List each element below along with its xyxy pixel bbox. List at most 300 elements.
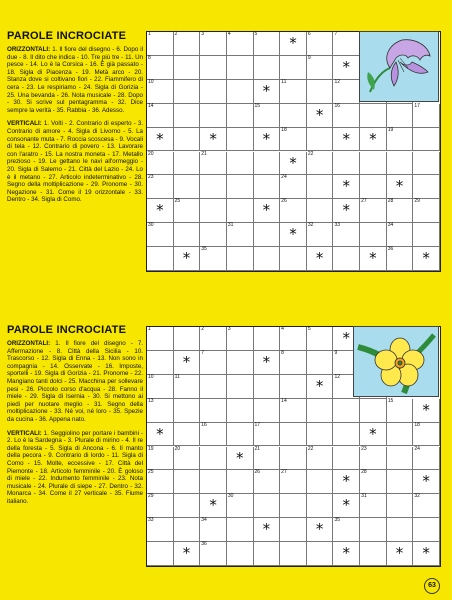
grid-cell[interactable] <box>227 152 254 176</box>
grid-cell[interactable] <box>413 447 440 471</box>
cell-number: 31 <box>361 493 367 500</box>
cell-number: 35 <box>201 246 207 253</box>
grid-cell[interactable] <box>387 447 414 471</box>
grid-cell[interactable] <box>333 423 360 447</box>
crossword-puzzle-2 <box>0 300 452 600</box>
grid-cell[interactable] <box>174 542 201 566</box>
grid-cell[interactable] <box>387 399 414 423</box>
blocked-cell-star: * <box>156 201 164 220</box>
grid-cell[interactable] <box>254 80 281 104</box>
grid-cell[interactable] <box>387 199 414 223</box>
grid-cell[interactable] <box>307 518 334 542</box>
grid-cell[interactable] <box>227 423 254 447</box>
grid-cell[interactable] <box>254 494 281 518</box>
clues-horizontal-1: ORIZZONTALI: 1. Il fiore del disegno - 6. Dopo il due - 8. Il dito che indica - 10. Tre più tre - 11. Un pesce - 14. Lo è la Corsica - 16. È già passato - 18. Sigla di Piacenza - 19. Metà arco - 20. Stanza dove si coltivano fiori - 22. Fiammifero di cera - 23. Le respiriamo - 24. Sigla di Gorizia - 25. Una bevanda - 26. Nota musicale - 28. Dopo - 30. Si scrive sul pentagramma - 32. Dice sempre la verità - 35. Rabbia - 36. Adesso. <box>7 46 143 114</box>
cell-number: 22 <box>307 150 314 157</box>
grid-cell[interactable] <box>254 199 281 223</box>
grid-cell[interactable] <box>227 494 254 518</box>
grid-cell[interactable] <box>254 447 281 471</box>
grid-cell[interactable] <box>227 104 254 128</box>
grid-cell[interactable] <box>174 199 201 223</box>
grid-cell[interactable] <box>333 223 360 247</box>
grid-cell[interactable] <box>254 247 281 271</box>
grid-cell[interactable] <box>387 223 414 247</box>
grid-cell[interactable] <box>147 494 174 518</box>
grid-cell[interactable] <box>307 399 334 423</box>
grid-cell[interactable] <box>333 494 360 518</box>
grid-cell[interactable] <box>227 399 254 423</box>
grid-cell[interactable] <box>307 542 334 566</box>
cell-number: 2 <box>174 31 178 37</box>
grid-cell[interactable] <box>254 542 281 566</box>
cell-number: 11 <box>281 78 287 85</box>
grid-cell[interactable] <box>360 152 387 176</box>
grid-cell[interactable] <box>387 152 414 176</box>
cell-number: 26 <box>281 198 287 205</box>
cell-number: 6 <box>307 31 311 37</box>
grid-cell[interactable] <box>280 327 307 351</box>
cell-number: 27 <box>361 198 367 205</box>
cell-number: 36 <box>201 541 207 548</box>
grid-cell[interactable] <box>200 104 227 128</box>
clues-horizontal-2: ORIZZONTALI: 1. Il fiore del disegno - 7. Affermazione - 8. Città della Sicilia - 10. Trascorso - 12. Sigla di Enna - 13. Non sono in compagnia - 14. Osservate - 16. Imposte, sportelli - 19. Sigla di Gorizia - 21. Pronome - 22. Mangiano tanti dolci - 25. Macchina per sollevare pesi - 26. Piccolo corso d'acqua - 28. Fanno il miele - 29. Sigla di Isernia - 30. Si mettono ai piedi per nuotare meglio - 31. Segno della moltiplicazione - 33. Né voi, né loro - 35. Spezie da cucina - 36. Appena nato. <box>7 340 143 423</box>
blocked-cell-star: * <box>342 329 351 347</box>
grid-cell[interactable] <box>280 518 307 542</box>
grid-cell[interactable] <box>333 104 360 128</box>
cell-number: 35 <box>334 517 341 524</box>
cell-number: 5 <box>254 31 258 37</box>
cell-number: 18 <box>414 421 420 428</box>
grid-cell[interactable] <box>174 128 201 152</box>
grid-cell[interactable] <box>333 80 360 104</box>
page-number: 63 <box>424 578 440 594</box>
grid-cell[interactable] <box>147 80 174 104</box>
blocked-cell-star: * <box>289 153 297 172</box>
blocked-cell-star: * <box>315 376 324 395</box>
cell-number: 27 <box>281 469 287 476</box>
blocked-cell-star: * <box>262 129 271 148</box>
grid-cell[interactable] <box>200 80 227 104</box>
grid-cell[interactable] <box>307 175 334 199</box>
clues-panel-2 <box>7 324 143 511</box>
grid-cell[interactable] <box>280 542 307 566</box>
grid-cell[interactable] <box>387 494 414 518</box>
grid-cell[interactable] <box>413 470 440 494</box>
blocked-cell-star: * <box>209 496 217 515</box>
grid-cell[interactable] <box>280 399 307 423</box>
cell-number: 13 <box>148 397 154 404</box>
grid-cell[interactable] <box>227 199 254 223</box>
grid-cell[interactable] <box>280 32 307 56</box>
grid-cell[interactable] <box>333 128 360 152</box>
grid-cell[interactable] <box>227 375 254 399</box>
cell-number: 15 <box>387 397 394 404</box>
bellflower-icon <box>359 31 439 102</box>
cell-number: 24 <box>414 445 420 452</box>
cell-number: 7 <box>334 31 338 37</box>
cell-number: 29 <box>148 493 154 500</box>
cell-number: 16 <box>201 421 207 428</box>
grid-cell[interactable] <box>360 199 387 223</box>
cell-number: 21 <box>201 150 207 157</box>
blocked-cell-star: * <box>209 129 217 148</box>
cell-number: 9 <box>307 54 311 61</box>
grid-cell[interactable] <box>280 375 307 399</box>
grid-cell[interactable] <box>307 494 334 518</box>
grid-cell[interactable] <box>174 447 201 471</box>
grid-cell[interactable] <box>174 80 201 104</box>
grid-cell[interactable] <box>307 32 334 56</box>
blocked-cell-star: * <box>369 249 377 268</box>
grid-cell[interactable] <box>360 104 387 128</box>
grid-cell[interactable] <box>280 80 307 104</box>
grid-cell[interactable] <box>333 32 360 56</box>
grid-cell[interactable] <box>333 542 360 566</box>
cell-number: 10 <box>148 373 154 380</box>
grid-cell[interactable] <box>387 104 414 128</box>
grid-cell[interactable] <box>200 128 227 152</box>
grid-cell[interactable] <box>307 152 334 176</box>
cell-number: 28 <box>387 198 394 205</box>
cell-number: 1 <box>148 326 151 332</box>
blocked-cell-star: * <box>369 424 377 443</box>
grid-cell[interactable] <box>174 375 201 399</box>
blocked-cell-star: * <box>156 129 164 148</box>
cell-number: 17 <box>254 421 261 428</box>
grid-cell[interactable] <box>254 128 281 152</box>
blocked-cell-star: * <box>156 424 164 443</box>
grid-cell[interactable] <box>307 470 334 494</box>
cell-number: 9 <box>334 349 338 356</box>
grid-cell[interactable] <box>307 423 334 447</box>
cell-number: 20 <box>148 150 154 157</box>
grid-cell[interactable] <box>147 128 174 152</box>
grid-cell[interactable] <box>147 542 174 566</box>
grid-cell[interactable] <box>413 518 440 542</box>
grid-cell[interactable] <box>360 175 387 199</box>
primrose-icon <box>353 326 439 397</box>
grid-cell[interactable] <box>413 175 440 199</box>
grid-cell[interactable] <box>254 327 281 351</box>
grid-cell[interactable] <box>360 247 387 271</box>
grid-cell[interactable] <box>227 80 254 104</box>
grid-cell[interactable] <box>360 447 387 471</box>
cell-number: 23 <box>148 174 154 181</box>
grid-cell[interactable] <box>280 223 307 247</box>
grid-cell[interactable] <box>174 423 201 447</box>
grid-cell[interactable] <box>360 518 387 542</box>
grid-cell[interactable] <box>254 32 281 56</box>
grid-cell[interactable] <box>333 518 360 542</box>
grid-cell[interactable] <box>147 423 174 447</box>
grid-cell[interactable] <box>307 351 334 375</box>
blocked-cell-star: * <box>289 34 297 52</box>
blocked-cell-star: * <box>342 201 351 220</box>
grid-cell[interactable] <box>174 104 201 128</box>
grid-cell[interactable] <box>254 56 281 80</box>
grid-cell[interactable] <box>280 423 307 447</box>
clues-vertical-1: VERTICALI: 1. Volti - 2. Contrario di esperto - 3. Contrario di amore - 4. Sigla di Livorno - 5. La consonante muta - 7. Roccia scoscesa - 9. Vocali di tela - 12. Contrario di povero - 13. Lavorare con l'aratro - 15. La nostra moneta - 17. Metallo prezioso - 19. Le gettano le navi all'ormeggio - 20. Sigla di Salerno - 21. Città del Lazio - 24. Lo è il metano - 27. Articolo indeterminativo - 28. Segno della moltiplicazione - 29. Pronome - 30. Negazione - 31. Come il 19 orizzontale - 33. Dentro - 34. Sigla di Como. <box>7 120 143 204</box>
grid-cell[interactable] <box>307 128 334 152</box>
grid-cell[interactable] <box>254 175 281 199</box>
grid-cell[interactable] <box>333 152 360 176</box>
grid-cell[interactable] <box>387 542 414 566</box>
grid-cell[interactable] <box>333 399 360 423</box>
grid-cell[interactable] <box>174 32 201 56</box>
grid-cell[interactable] <box>227 56 254 80</box>
cell-number: 33 <box>334 222 341 229</box>
grid-cell[interactable] <box>307 80 334 104</box>
grid-cell[interactable] <box>387 128 414 152</box>
grid-cell[interactable] <box>360 399 387 423</box>
grid-cell[interactable] <box>333 175 360 199</box>
grid-cell[interactable] <box>200 351 227 375</box>
puzzle-title-1: PAROLE INCROCIATE <box>7 30 127 42</box>
grid-cell[interactable] <box>200 32 227 56</box>
grid-cell[interactable] <box>174 223 201 247</box>
blocked-cell-star: * <box>342 177 351 196</box>
grid-cell[interactable] <box>280 494 307 518</box>
cell-number: 4 <box>227 31 231 37</box>
grid-cell[interactable] <box>387 175 414 199</box>
cell-number: 18 <box>281 126 287 133</box>
cell-number: 22 <box>307 445 314 452</box>
grid-cell[interactable] <box>387 247 414 271</box>
grid-cell[interactable] <box>254 518 281 542</box>
grid-cell[interactable] <box>227 470 254 494</box>
blocked-cell-star: * <box>422 400 430 419</box>
grid-cell[interactable] <box>413 399 440 423</box>
cell-number: 12 <box>334 373 341 380</box>
grid-cell[interactable] <box>174 175 201 199</box>
blocked-cell-star: * <box>289 225 297 244</box>
grid-cell[interactable] <box>200 399 227 423</box>
grid-cell[interactable] <box>254 152 281 176</box>
cell-number: 19 <box>387 126 394 133</box>
grid-cell[interactable] <box>227 518 254 542</box>
blocked-cell-star: * <box>182 352 191 371</box>
cell-number: 12 <box>334 78 341 85</box>
grid-cell[interactable] <box>333 199 360 223</box>
grid-cell[interactable] <box>413 494 440 518</box>
grid-cell[interactable] <box>280 247 307 271</box>
grid-cell[interactable] <box>333 56 360 80</box>
blocked-cell-star: * <box>262 81 271 100</box>
grid-cell[interactable] <box>200 175 227 199</box>
cell-number: 30 <box>227 493 234 500</box>
puzzle-title-2: PAROLE INCROCIATE <box>7 324 127 336</box>
grid-cell[interactable] <box>360 128 387 152</box>
grid-cell[interactable] <box>280 104 307 128</box>
grid-cell[interactable] <box>147 32 174 56</box>
cell-number: 3 <box>201 31 205 37</box>
grid-cell[interactable] <box>307 56 334 80</box>
grid-cell[interactable] <box>200 152 227 176</box>
grid-cell[interactable] <box>413 223 440 247</box>
cell-number: 8 <box>281 349 284 356</box>
grid-cell[interactable] <box>307 223 334 247</box>
grid-cell[interactable] <box>413 423 440 447</box>
grid-cell[interactable] <box>307 247 334 271</box>
cell-number: 28 <box>361 469 367 476</box>
grid-cell[interactable] <box>254 104 281 128</box>
grid-cell[interactable] <box>307 104 334 128</box>
grid-cell[interactable] <box>200 447 227 471</box>
grid-cell[interactable] <box>333 447 360 471</box>
grid-cell[interactable] <box>413 199 440 223</box>
grid-cell[interactable] <box>200 375 227 399</box>
grid-cell[interactable] <box>200 247 227 271</box>
grid-cell[interactable] <box>174 518 201 542</box>
grid-cell[interactable] <box>174 351 201 375</box>
cell-number: 3 <box>227 326 231 332</box>
grid-cell[interactable] <box>254 470 281 494</box>
grid-cell[interactable] <box>413 542 440 566</box>
cell-number: 14 <box>281 397 287 404</box>
cell-number: 7 <box>201 349 205 356</box>
grid-cell[interactable] <box>147 327 174 351</box>
grid-cell[interactable] <box>360 223 387 247</box>
grid-cell[interactable] <box>307 447 334 471</box>
grid-cell[interactable] <box>200 470 227 494</box>
grid-cell[interactable] <box>147 223 174 247</box>
cell-number: 30 <box>148 222 154 229</box>
grid-cell[interactable] <box>333 470 360 494</box>
blocked-cell-star: * <box>422 472 430 491</box>
grid-cell[interactable] <box>227 223 254 247</box>
grid-cell[interactable] <box>174 494 201 518</box>
grid-cell[interactable] <box>147 518 174 542</box>
grid-cell[interactable] <box>174 470 201 494</box>
grid-cell[interactable] <box>227 32 254 56</box>
cell-number: 8 <box>148 54 151 61</box>
grid-cell[interactable] <box>200 542 227 566</box>
grid-cell[interactable] <box>360 542 387 566</box>
grid-cell[interactable] <box>360 494 387 518</box>
grid-cell[interactable] <box>200 518 227 542</box>
cell-number: 2 <box>201 326 205 332</box>
clues-panel-1 <box>7 30 143 210</box>
grid-cell[interactable] <box>254 423 281 447</box>
grid-cell[interactable] <box>307 199 334 223</box>
cell-number: 17 <box>414 102 420 109</box>
grid-cell[interactable] <box>254 223 281 247</box>
cell-number: 34 <box>387 222 394 229</box>
blocked-cell-star: * <box>422 544 430 563</box>
grid-cell[interactable] <box>387 423 414 447</box>
cell-number: 19 <box>148 445 154 452</box>
grid-cell[interactable] <box>360 470 387 494</box>
blocked-cell-star: * <box>342 496 351 515</box>
cell-number: 4 <box>281 326 284 332</box>
grid-cell[interactable] <box>280 199 307 223</box>
grid-cell[interactable] <box>174 56 201 80</box>
grid-cell[interactable] <box>147 351 174 375</box>
grid-cell[interactable] <box>413 247 440 271</box>
grid-cell[interactable] <box>227 447 254 471</box>
grid-cell[interactable] <box>413 128 440 152</box>
grid-cell[interactable] <box>280 152 307 176</box>
grid-cell[interactable] <box>333 247 360 271</box>
grid-cell[interactable] <box>227 327 254 351</box>
cell-number: 36 <box>387 246 394 253</box>
cell-number: 23 <box>361 445 367 452</box>
blocked-cell-star: * <box>315 520 324 539</box>
cell-number: 16 <box>334 102 341 109</box>
grid-cell[interactable] <box>280 447 307 471</box>
grid-cell[interactable] <box>147 470 174 494</box>
cell-number: 21 <box>254 445 261 452</box>
blocked-cell-star: * <box>395 544 404 563</box>
grid-cell[interactable] <box>254 375 281 399</box>
grid-cell[interactable] <box>147 375 174 399</box>
blocked-cell-star: * <box>395 177 404 196</box>
grid-cell[interactable] <box>147 399 174 423</box>
grid-cell[interactable] <box>254 399 281 423</box>
blocked-cell-star: * <box>315 105 324 124</box>
blocked-cell-star: * <box>182 544 191 563</box>
grid-cell[interactable] <box>227 542 254 566</box>
grid-cell[interactable] <box>200 223 227 247</box>
grid-cell[interactable] <box>200 327 227 351</box>
grid-cell[interactable] <box>227 247 254 271</box>
grid-cell[interactable] <box>227 128 254 152</box>
grid-cell[interactable] <box>200 423 227 447</box>
cell-number: 20 <box>174 445 181 452</box>
grid-cell[interactable] <box>280 470 307 494</box>
grid-cell[interactable] <box>413 152 440 176</box>
grid-cell[interactable] <box>413 104 440 128</box>
grid-cell[interactable] <box>227 351 254 375</box>
grid-cell[interactable] <box>254 351 281 375</box>
grid-cell[interactable] <box>147 56 174 80</box>
grid-cell[interactable] <box>147 152 174 176</box>
cell-number: 29 <box>414 198 420 205</box>
grid-cell[interactable] <box>147 447 174 471</box>
grid-cell[interactable] <box>280 175 307 199</box>
grid-cell[interactable] <box>147 104 174 128</box>
blocked-cell-star: * <box>342 544 351 563</box>
grid-cell[interactable] <box>200 199 227 223</box>
clues-vertical-2: VERTICALI: 1. Seggiolino per portare i bambini - 2. Lo è la Sardegna - 3. Plurale di mirino - 4. Il re della foresta - 5. Sigla di Ancona - 6. Il manto della pecora - 9. Contrario di lordo - 11. Sigla di Como - 15. Molte, eccessive - 17. Città del Piemonte - 18. Articolo femminile - 20. È goloso di miele - 22. Indumento femminile - 23. Nota musicale - 24. Plurale di siepe - 27. Dentro - 32. Monarca - 34. Come il 27 verticale - 35. Fiume italiano. <box>7 429 143 505</box>
grid-cell[interactable] <box>147 175 174 199</box>
blocked-cell-star: * <box>422 249 430 268</box>
grid-cell[interactable] <box>307 375 334 399</box>
grid-cell[interactable] <box>280 351 307 375</box>
grid-cell[interactable] <box>280 128 307 152</box>
grid-cell[interactable] <box>147 247 174 271</box>
grid-cell[interactable] <box>174 152 201 176</box>
grid-cell[interactable] <box>387 518 414 542</box>
grid-cell[interactable] <box>200 494 227 518</box>
grid-cell[interactable] <box>200 56 227 80</box>
grid-cell[interactable] <box>174 247 201 271</box>
grid-cell[interactable] <box>307 327 334 351</box>
cell-number: 33 <box>148 517 154 524</box>
blocked-cell-star: * <box>315 249 324 268</box>
grid-cell[interactable] <box>360 423 387 447</box>
grid-cell[interactable] <box>387 470 414 494</box>
grid-cell[interactable] <box>174 327 201 351</box>
cell-number: 32 <box>307 222 314 229</box>
grid-cell[interactable] <box>227 175 254 199</box>
blocked-cell-star: * <box>369 129 377 148</box>
grid-cell[interactable] <box>174 399 201 423</box>
grid-cell[interactable] <box>280 56 307 80</box>
grid-cell[interactable] <box>147 199 174 223</box>
cell-number: 10 <box>148 78 154 85</box>
cell-number: 34 <box>201 517 207 524</box>
